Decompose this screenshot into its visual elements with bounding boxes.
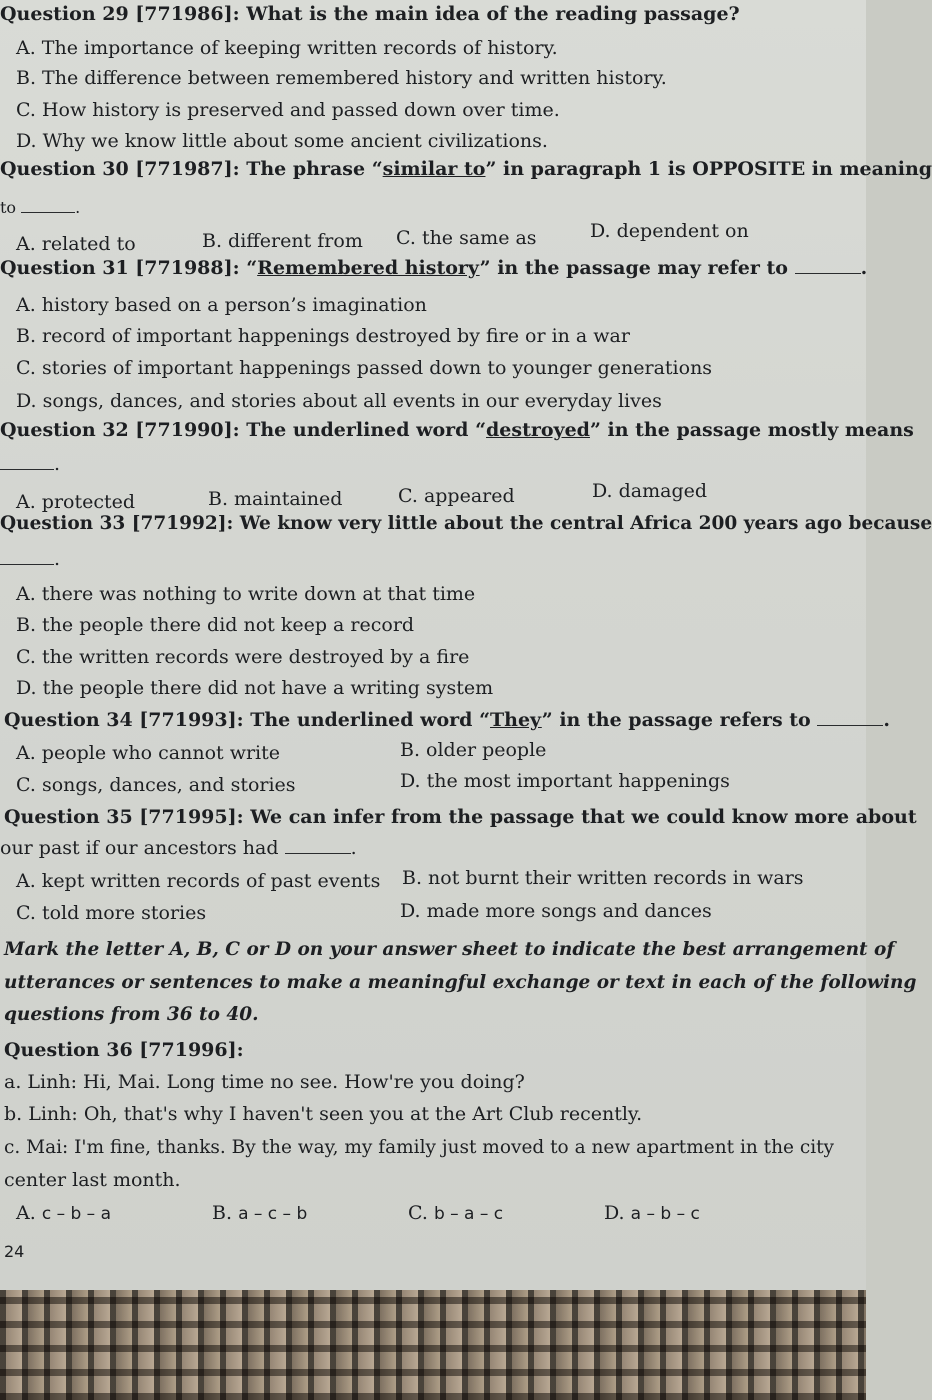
question-33-prompt: Question 33 [771992]: We know very little about the central Africa 200 years ago because	[0, 513, 932, 534]
q33-option-c: C. the written records were destroyed by a fire	[16, 646, 470, 668]
answer-blank	[0, 455, 54, 470]
q29-option-a: A. The importance of keeping written records of history.	[16, 37, 558, 59]
q30-underlined-phrase: similar to	[382, 158, 486, 180]
q34-option-a: A. people who cannot write	[16, 742, 281, 764]
q30-option-b: B. different from	[202, 230, 363, 252]
q36-option-a-value: c – b – a	[41, 1204, 111, 1224]
question-29-prompt: Question 29 [771986]: What is the main idea of the reading passage?	[0, 3, 740, 25]
q30-prompt-start: Question 30 [771987]: The phrase “	[0, 158, 383, 180]
q32-prompt-start: Question 32 [771990]: The underlined word “	[0, 419, 487, 441]
q30-option-d: D. dependent on	[590, 220, 749, 242]
q36-option-b	[212, 1201, 307, 1226]
answer-blank	[817, 711, 883, 726]
woven-mat-weave-overlay	[0, 1290, 866, 1400]
q32-prompt-end: ” in the passage mostly means	[589, 419, 914, 441]
q30-option-a: A. related to	[16, 233, 136, 255]
q31-option-c: C. stories of important happenings passed down to younger generations	[16, 357, 713, 379]
q36-option-d	[604, 1201, 700, 1226]
q30-prompt-line2: to .	[0, 198, 81, 217]
q35-line2-text: our past if our ancestors had	[0, 837, 279, 859]
q36-option-c-key: C.	[408, 1202, 428, 1224]
q32-option-c: C. appeared	[398, 485, 515, 507]
q34-option-d: D. the most important happenings	[400, 770, 730, 792]
q29-option-d: D. Why we know little about some ancient civilizations.	[16, 130, 548, 152]
q33-option-a: A. there was nothing to write down at that time	[16, 583, 476, 605]
q31-prompt-end: ” in the passage may refer to	[479, 257, 788, 279]
q31-option-a: A. history based on a person’s imagination	[16, 294, 427, 316]
answer-blank	[0, 550, 54, 565]
q34-option-b: B. older people	[400, 739, 547, 761]
q36-utterance-c-line1: c. Mai: I'm fine, thanks. By the way, my family just moved to a new apartment in the city	[4, 1137, 835, 1158]
q32-prompt-line2: .	[0, 452, 60, 476]
q36-option-c-value: b – a – c	[433, 1204, 504, 1224]
q36-option-c	[408, 1201, 503, 1226]
q29-option-b: B. The difference between remembered history and written history.	[16, 67, 667, 89]
q30-line2-text: to	[0, 198, 17, 217]
question-32-prompt	[0, 418, 914, 442]
section-instructions-line3: questions from 36 to 40.	[4, 1004, 259, 1025]
q36-option-d-key: D.	[604, 1202, 625, 1224]
q35-prompt-line2: our past if our ancestors had .	[0, 837, 357, 859]
question-35-prompt: Question 35 [771995]: We can infer from the passage that we could know more about	[4, 806, 917, 828]
q34-option-c: C. songs, dances, and stories	[16, 774, 296, 796]
question-30-prompt	[0, 157, 932, 181]
section-instructions-line2: utterances or sentences to make a meaningful exchange or text in each of the following	[4, 972, 917, 993]
q32-option-a: A. protected	[16, 491, 136, 513]
q36-utterance-c-line2: center last month.	[4, 1169, 181, 1191]
q32-underlined-word: destroyed	[486, 419, 590, 441]
page-number: 24	[4, 1242, 25, 1261]
q30-option-c: C. the same as	[396, 227, 537, 249]
q34-prompt-end: ” in the passage refers to	[541, 709, 811, 731]
q33-prompt-line2: .	[0, 547, 60, 571]
q36-utterance-b: b. Linh: Oh, that's why I haven't seen you at the Art Club recently.	[4, 1103, 643, 1125]
q35-option-d: D. made more songs and dances	[400, 900, 712, 922]
question-31-prompt: Question 31 [771988]: “Remembered history” in the passage may refer to .	[0, 257, 868, 279]
q29-option-c: C. How history is preserved and passed down over time.	[16, 99, 560, 121]
q32-option-d: D. damaged	[592, 480, 708, 502]
q31-option-b: B. record of important happenings destroyed by fire or in a war	[16, 325, 630, 347]
q31-option-d: D. songs, dances, and stories about all events in our everyday lives	[16, 390, 662, 412]
q36-option-a-key: A.	[16, 1202, 36, 1224]
section-instructions-line1: Mark the letter A, B, C or D on your answer sheet to indicate the best arrangement of	[4, 939, 895, 960]
q31-prompt-start: Question 31 [771988]: “	[0, 257, 258, 279]
q30-prompt-end: ” in paragraph 1 is OPPOSITE in meaning	[485, 158, 932, 180]
answer-blank	[795, 259, 861, 274]
q33-option-b: B. the people there did not keep a record	[16, 614, 415, 636]
q35-option-a: A. kept written records of past events	[16, 870, 381, 892]
q34-underlined-word: They	[490, 709, 542, 731]
q36-option-d-value: a – b – c	[630, 1204, 700, 1224]
q36-option-a	[16, 1201, 111, 1226]
q36-option-b-key: B.	[212, 1202, 233, 1224]
q33-option-d: D. the people there did not have a writing system	[16, 677, 494, 699]
question-34-prompt: Question 34 [771993]: The underlined word “They” in the passage refers to .	[4, 709, 890, 731]
q36-utterance-a: a. Linh: Hi, Mai. Long time no see. How're you doing?	[4, 1071, 525, 1093]
q31-underlined-phrase: Remembered history	[257, 257, 480, 279]
q32-option-b: B. maintained	[208, 488, 343, 510]
answer-blank	[285, 839, 351, 854]
q34-prompt-start: Question 34 [771993]: The underlined word “	[4, 709, 491, 731]
q35-option-c: C. told more stories	[16, 902, 207, 924]
q36-option-b-value: a – c – b	[238, 1204, 308, 1224]
question-36-prompt: Question 36 [771996]:	[4, 1039, 244, 1061]
q35-option-b: B. not burnt their written records in wars	[402, 867, 804, 889]
answer-blank	[21, 198, 75, 213]
